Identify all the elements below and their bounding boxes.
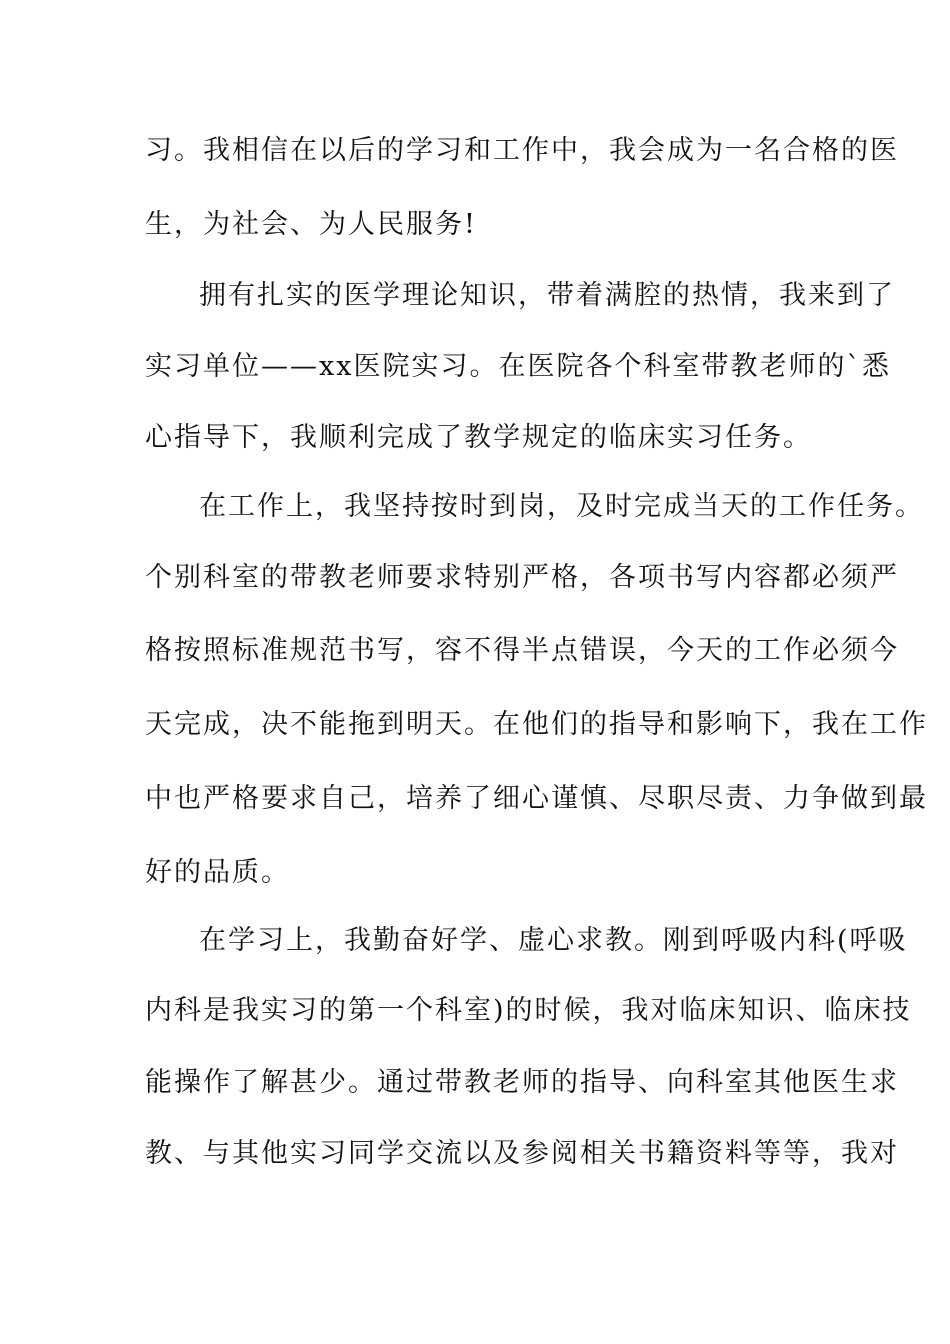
text-line: 心指导下，我顺利完成了教学规定的临床实习任务。 [145, 422, 812, 453]
text-line: 内科是我实习的第一个科室)的时候，我对临床知识、临床技 [145, 995, 912, 1026]
text-line: 天完成，决不能拖到明天。在他们的指导和影响下，我在工作 [145, 709, 928, 740]
paragraph-first-line: 在工作上，我坚持按时到岗，及时完成当天的工作任务。 [199, 491, 924, 522]
paragraph-first-line: 拥有扎实的医学理论知识，带着满腔的热情，我来到了 [199, 280, 895, 311]
text-line: 教、与其他实习同学交流以及参阅相关书籍资料等等，我对 [145, 1138, 899, 1169]
text-line: 生，为社会、为人民服务! [145, 209, 477, 240]
text-line: 实习单位——xx医院实习。在医院各个科室带教老师的`悉 [145, 351, 891, 382]
text-line: 习。我相信在以后的学习和工作中，我会成为一名合格的医 [145, 135, 899, 166]
text-line: 格按照标准规范书写，容不得半点错误，今天的工作必须今 [145, 635, 899, 666]
text-line: 好的品质。 [145, 857, 290, 888]
text-line: 能操作了解甚少。通过带教老师的指导、向科室其他医生求 [145, 1067, 899, 1098]
text-line: 中也严格要求自己，培养了细心谨慎、尽职尽责、力争做到最 [145, 783, 928, 814]
text-line: 个别科室的带教老师要求特别严格，各项书写内容都必须严 [145, 562, 899, 593]
paragraph-first-line: 在学习上，我勤奋好学、虚心求教。刚到呼吸内科(呼吸 [199, 925, 908, 956]
